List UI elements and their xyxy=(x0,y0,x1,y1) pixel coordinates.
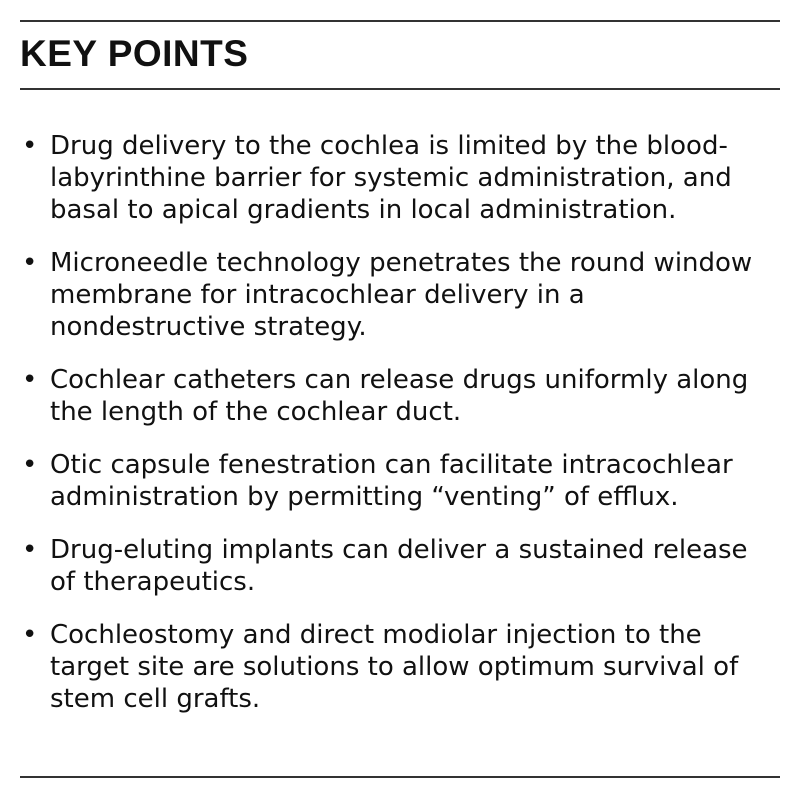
list-item xyxy=(20,619,780,715)
bullet-icon: • xyxy=(22,535,38,565)
key-point-text: Microneedle technology penetrates the round window membrane for intracochlear delivery in a nondestructive strategy. xyxy=(50,248,753,342)
key-point-text: Cochleostomy and direct modiolar injection to the target site are solutions to allow optimum survival of stem cell grafts. xyxy=(50,620,739,714)
list-item xyxy=(20,130,780,226)
key-point-text: Drug delivery to the cochlea is limited by the blood-labyrinthine barrier for systemic administration, and basal to apical gradients in local administration. xyxy=(50,131,732,225)
key-points-title: KEY POINTS xyxy=(20,33,249,74)
key-point-text: Otic capsule fenestration can facilitate intracochlear administration by permitting “venting” of efflux. xyxy=(50,450,733,512)
bullet-icon: • xyxy=(22,365,38,395)
list-item xyxy=(20,364,780,428)
top-rule xyxy=(20,20,780,22)
list-item xyxy=(20,534,780,598)
key-points-list xyxy=(20,130,780,736)
list-item xyxy=(20,449,780,513)
bullet-icon: • xyxy=(22,450,38,480)
title-rule xyxy=(20,88,780,90)
key-point-text: Drug-eluting implants can deliver a sustained release of therapeutics. xyxy=(50,535,748,597)
key-point-text: Cochlear catheters can release drugs uniformly along the length of the cochlear duct. xyxy=(50,365,749,427)
bullet-icon: • xyxy=(22,131,38,161)
bullet-icon: • xyxy=(22,620,38,650)
bullet-icon: • xyxy=(22,248,38,278)
list-item xyxy=(20,247,780,343)
bottom-rule xyxy=(20,776,780,778)
key-points-box xyxy=(20,16,780,780)
